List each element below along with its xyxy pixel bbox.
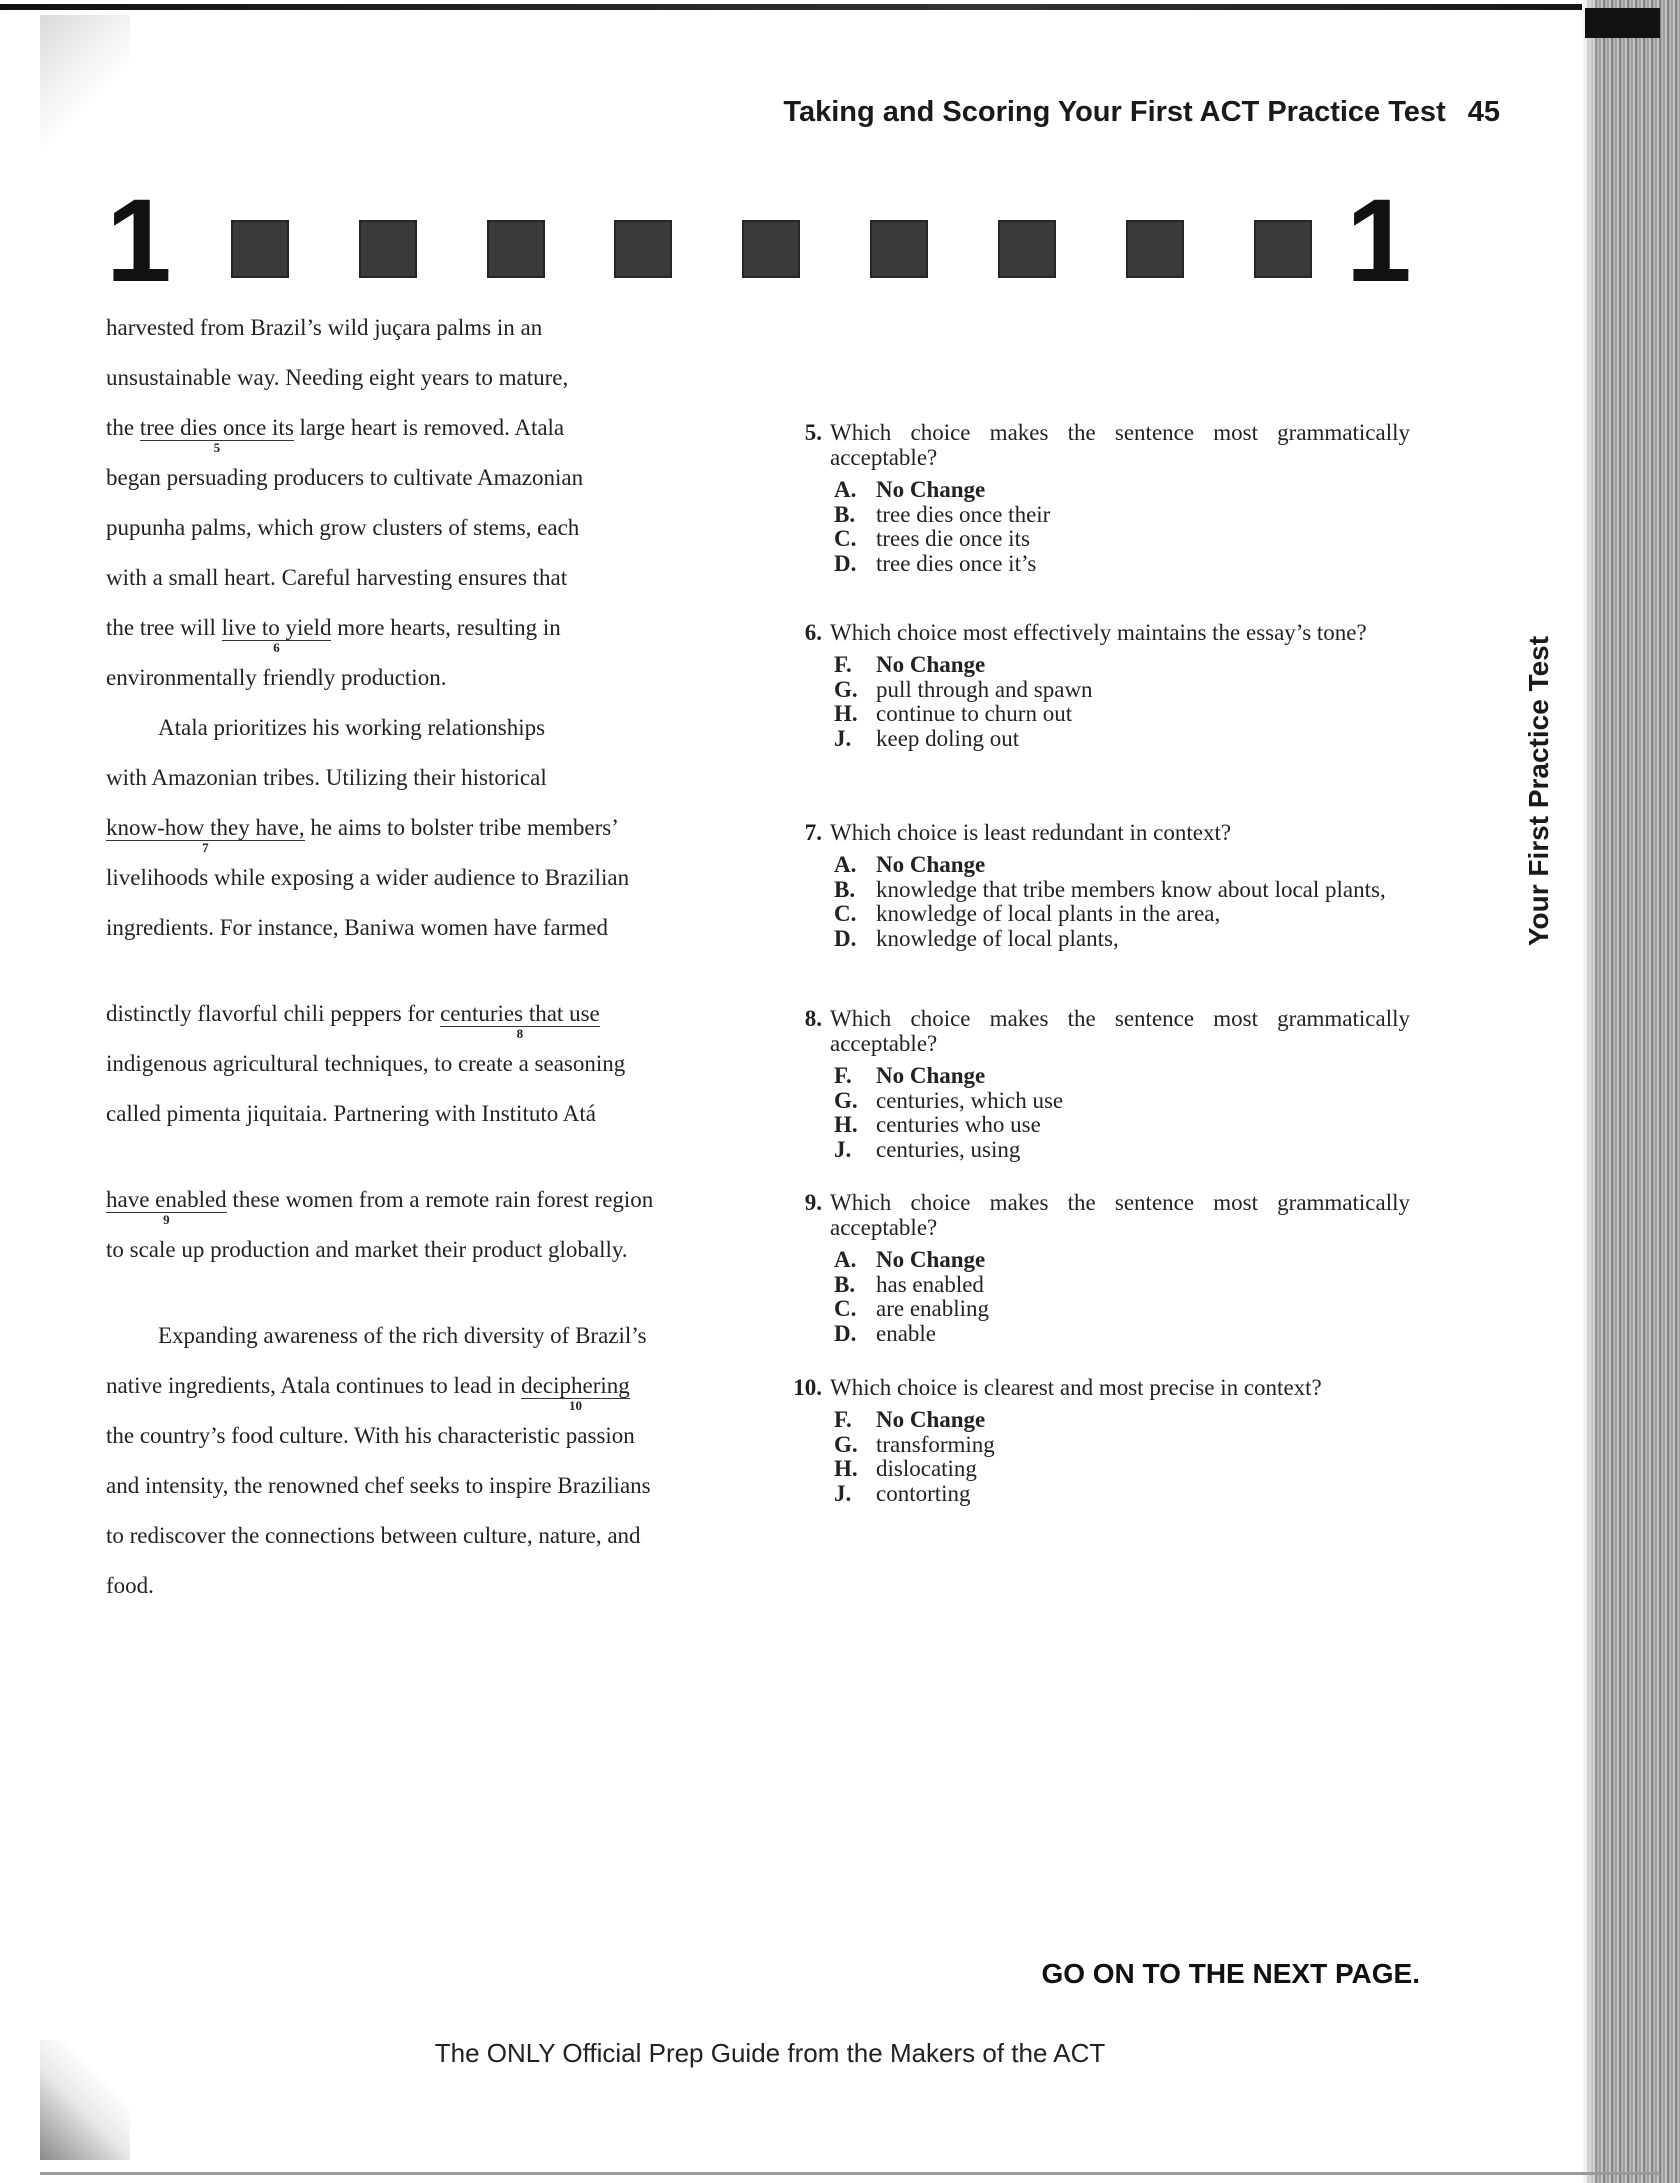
passage-line — [106, 765, 547, 791]
passage-line — [106, 1523, 641, 1549]
passage-text: pupunha palms, which grow clusters of stems, each — [106, 515, 580, 540]
answer-option[interactable] — [834, 1113, 1410, 1138]
passage-text: unsustainable way. Needing eight years to mature, — [106, 365, 569, 390]
section-marker-square — [487, 220, 545, 278]
passage-line — [106, 615, 561, 656]
passage-text: livelihoods while exposing a wider audience to Brazilian — [106, 865, 630, 890]
question-number: 9. — [804, 1190, 822, 1215]
passage-line — [106, 715, 545, 741]
question-item — [790, 1006, 1410, 1162]
passage-line — [106, 1573, 154, 1599]
passage-text: began persuading producers to cultivate Amazonian — [106, 465, 584, 490]
answer-option[interactable] — [834, 1297, 1410, 1322]
go-on-notice: GO ON TO THE NEXT PAGE. — [1041, 1958, 1420, 1989]
passage-line — [106, 815, 619, 856]
option-letter: G. — [834, 1431, 858, 1457]
question-text: Which choice makes the sentence most grammatically acceptable? — [830, 1190, 1410, 1240]
section-marker-square — [998, 220, 1056, 278]
answer-option[interactable] — [834, 853, 1410, 878]
passage-text: called pimenta jiquitaia. Partnering with Instituto Atá — [106, 1101, 596, 1126]
option-text: has enabled — [876, 1271, 984, 1297]
answer-option[interactable] — [834, 878, 1410, 903]
passage-text: with a small heart. Careful harvesting ensures that — [106, 565, 568, 590]
question-text: Which choice is least redundant in context? — [830, 820, 1232, 845]
option-letter: G. — [834, 1087, 858, 1113]
passage-text: these women from a remote rain forest region — [226, 1187, 654, 1212]
question-text: Which choice most effectively maintains the essay’s tone? — [830, 620, 1367, 645]
option-letter: D. — [834, 550, 857, 576]
option-letter: G. — [834, 676, 858, 702]
option-text: No Change — [876, 1247, 986, 1272]
question-stem — [790, 620, 1410, 645]
passage-text: native ingredients, Atala continues to lead in — [106, 1373, 522, 1398]
option-letter: J. — [834, 725, 852, 751]
passage-line — [106, 665, 446, 691]
question-number: 7. — [804, 820, 822, 845]
passage-line — [106, 415, 565, 456]
answer-option[interactable] — [834, 1322, 1410, 1347]
question-ref-number: 10 — [568, 1398, 582, 1414]
answer-option[interactable] — [834, 927, 1410, 952]
option-letter: J. — [834, 1480, 852, 1506]
underlined-portion: centuries that use — [440, 1001, 600, 1026]
passage-line — [106, 1101, 596, 1127]
section-marker-square — [231, 220, 289, 278]
option-letter: F. — [834, 1407, 852, 1432]
section-bar — [106, 175, 1412, 307]
answer-options — [790, 1248, 1410, 1346]
question-stem — [790, 820, 1410, 845]
option-letter: D. — [834, 925, 857, 951]
option-letter: A. — [834, 477, 857, 502]
question-ref-number: 9 — [163, 1212, 170, 1228]
passage-text: food. — [106, 1573, 154, 1598]
option-text: centuries who use — [876, 1112, 1041, 1137]
answer-option[interactable] — [834, 1089, 1410, 1114]
passage-line — [106, 1423, 635, 1449]
answer-option[interactable] — [834, 1273, 1410, 1298]
question-item — [790, 620, 1410, 751]
answer-option[interactable] — [834, 1248, 1410, 1273]
spine-shadow — [1585, 8, 1660, 38]
answer-option[interactable] — [834, 478, 1410, 503]
passage-text: to rediscover the connections between culture, nature, and — [106, 1523, 641, 1548]
book-page-edge — [1582, 0, 1680, 2183]
answer-option[interactable] — [834, 1138, 1410, 1163]
passage-line — [106, 365, 568, 391]
section-number-left: 1 — [106, 175, 172, 307]
option-text: tree dies once it’s — [876, 550, 1037, 576]
answer-option[interactable] — [834, 902, 1410, 927]
passage-line — [106, 565, 567, 591]
option-letter: B. — [834, 501, 856, 527]
passage-line — [106, 1473, 651, 1499]
passage-text: more hearts, resulting in — [331, 615, 561, 640]
scan-corner-shadow — [40, 2040, 130, 2160]
question-text: Which choice makes the sentence most grammatically acceptable? — [830, 420, 1410, 470]
option-text: No Change — [876, 852, 986, 877]
passage-text: the — [106, 415, 140, 440]
option-text: continue to churn out — [876, 701, 1073, 726]
answer-option[interactable] — [834, 678, 1410, 703]
question-text: Which choice makes the sentence most grammatically acceptable? — [830, 1006, 1410, 1056]
underlined-segment — [521, 1373, 630, 1414]
passage-line — [106, 515, 579, 541]
question-ref-number: 7 — [202, 840, 209, 856]
underlined-segment — [106, 815, 305, 856]
underlined-portion: tree dies once its — [139, 415, 294, 440]
underlined-portion: know-how they have, — [106, 815, 305, 840]
section-marker-square — [359, 220, 417, 278]
answer-option[interactable] — [834, 653, 1410, 678]
passage-line — [106, 1237, 628, 1263]
option-text: centuries, which use — [876, 1087, 1064, 1113]
passage-line — [106, 915, 608, 941]
section-marker-square — [870, 220, 928, 278]
passage-text: environmentally friendly production. — [106, 665, 447, 690]
option-text: are enabling — [876, 1296, 990, 1321]
question-item — [790, 820, 1410, 951]
question-item — [790, 1375, 1410, 1506]
option-text: knowledge of local plants in the area, — [876, 901, 1221, 926]
passage-text: and intensity, the renowned chef seeks to inspire Brazilians — [106, 1473, 651, 1498]
passage-line — [106, 1051, 625, 1077]
option-text: pull through and spawn — [876, 676, 1093, 702]
passage-text: large heart is removed. Atala — [293, 415, 565, 440]
answer-option[interactable] — [834, 1064, 1410, 1089]
question-ref-number: 5 — [213, 440, 221, 456]
answer-option[interactable] — [834, 702, 1410, 727]
question-number: 8. — [804, 1006, 822, 1031]
question-stem — [790, 1190, 1410, 1240]
underlined-segment — [440, 1001, 600, 1042]
section-number-right: 1 — [1346, 175, 1412, 307]
top-page-rule — [0, 4, 1664, 10]
answer-option[interactable] — [834, 552, 1410, 577]
answer-options — [790, 1064, 1410, 1162]
section-marker-square — [614, 220, 672, 278]
option-text: contorting — [876, 1480, 971, 1506]
answer-option[interactable] — [834, 527, 1410, 552]
option-letter: B. — [834, 876, 856, 902]
option-text: No Change — [876, 1063, 986, 1088]
answer-option[interactable] — [834, 1457, 1410, 1482]
section-marker-square — [1126, 220, 1184, 278]
passage-text: he aims to bolster tribe members’ — [304, 815, 619, 840]
passage-line — [106, 315, 542, 341]
answer-option[interactable] — [834, 1433, 1410, 1458]
option-text: knowledge of local plants, — [876, 925, 1119, 951]
option-text: centuries, using — [876, 1136, 1021, 1162]
question-ref-number: 6 — [273, 640, 280, 656]
option-text: No Change — [876, 1407, 986, 1432]
option-text: No Change — [876, 652, 986, 677]
question-ref-number: 8 — [516, 1026, 524, 1042]
answer-options — [790, 653, 1410, 751]
option-text: tree dies once their — [876, 501, 1051, 527]
page-number: 45 — [1467, 96, 1500, 128]
option-letter: F. — [834, 652, 852, 677]
option-letter: C. — [834, 1296, 857, 1321]
option-letter: A. — [834, 1247, 857, 1272]
running-head — [700, 96, 1500, 129]
question-number: 5. — [804, 420, 822, 445]
option-letter: B. — [834, 1271, 856, 1297]
answer-option[interactable] — [834, 1482, 1410, 1507]
passage-text: indigenous agricultural techniques, to create a seasoning — [106, 1051, 626, 1076]
question-number: 10. — [793, 1375, 822, 1400]
bottom-page-rule — [40, 2172, 1660, 2175]
option-letter: H. — [834, 701, 858, 726]
option-text: No Change — [876, 477, 986, 502]
option-letter: C. — [834, 526, 857, 551]
underlined-portion: live to yield — [221, 615, 332, 640]
passage-text: ingredients. For instance, Baniwa women have farmed — [106, 915, 609, 940]
answer-options — [790, 1408, 1410, 1506]
option-letter: J. — [834, 1136, 852, 1162]
passage-line — [106, 465, 583, 491]
question-item — [790, 1190, 1410, 1346]
passage-line — [106, 1323, 647, 1349]
option-letter: H. — [834, 1112, 858, 1137]
passage-line — [106, 1001, 600, 1042]
option-letter: D. — [834, 1320, 857, 1346]
underlined-portion: deciphering — [521, 1373, 630, 1398]
option-letter: A. — [834, 852, 857, 877]
passage-text: the tree will — [106, 615, 222, 640]
footer-tagline: The ONLY Official Prep Guide from the Makers of the ACT — [434, 2038, 1106, 2068]
question-text: Which choice is clearest and most precise in context? — [830, 1375, 1322, 1400]
answer-option[interactable] — [834, 1408, 1410, 1433]
scan-shadow — [40, 15, 130, 155]
underlined-portion: have enabled — [106, 1187, 227, 1212]
running-title: Taking and Scoring Your First ACT Practice Test — [783, 96, 1446, 128]
underlined-segment — [221, 615, 332, 656]
underlined-segment — [106, 1187, 227, 1228]
side-tab-label: Your First Practice Test — [1523, 635, 1554, 947]
question-stem — [790, 1375, 1410, 1400]
question-item — [790, 420, 1410, 576]
passage-text: Atala prioritizes his working relationships — [158, 715, 546, 740]
option-letter: H. — [834, 1456, 858, 1481]
passage-text: distinctly flavorful chili peppers for — [106, 1001, 441, 1026]
passage-text: harvested from Brazil’s wild juçara palms in an — [106, 315, 543, 340]
passage-line — [106, 1187, 654, 1228]
question-stem — [790, 420, 1410, 470]
option-letter: F. — [834, 1063, 852, 1088]
answer-options — [790, 853, 1410, 951]
option-text: transforming — [876, 1431, 995, 1457]
option-text: knowledge that tribe members know about local plants, — [876, 876, 1386, 902]
passage-text: to scale up production and market their product globally. — [106, 1237, 628, 1262]
passage-line — [106, 1373, 630, 1414]
question-number: 6. — [804, 620, 822, 645]
option-letter: C. — [834, 901, 857, 926]
passage-line — [106, 865, 629, 891]
side-tab — [1519, 626, 1559, 956]
section-marker-square — [742, 220, 800, 278]
answer-options — [790, 478, 1410, 576]
passage-text: with Amazonian tribes. Utilizing their historical — [106, 765, 547, 790]
passage-text: Expanding awareness of the rich diversity of Brazil’s — [158, 1323, 647, 1348]
option-text: keep doling out — [876, 725, 1020, 751]
section-marker-square — [1254, 220, 1312, 278]
option-text: trees die once its — [876, 526, 1030, 551]
passage-text: the country’s food culture. With his characteristic passion — [106, 1423, 635, 1448]
question-stem — [790, 1006, 1410, 1056]
option-text: enable — [876, 1320, 937, 1346]
answer-option[interactable] — [834, 503, 1410, 528]
underlined-segment — [139, 415, 294, 456]
answer-option[interactable] — [834, 727, 1410, 752]
option-text: dislocating — [876, 1456, 977, 1481]
